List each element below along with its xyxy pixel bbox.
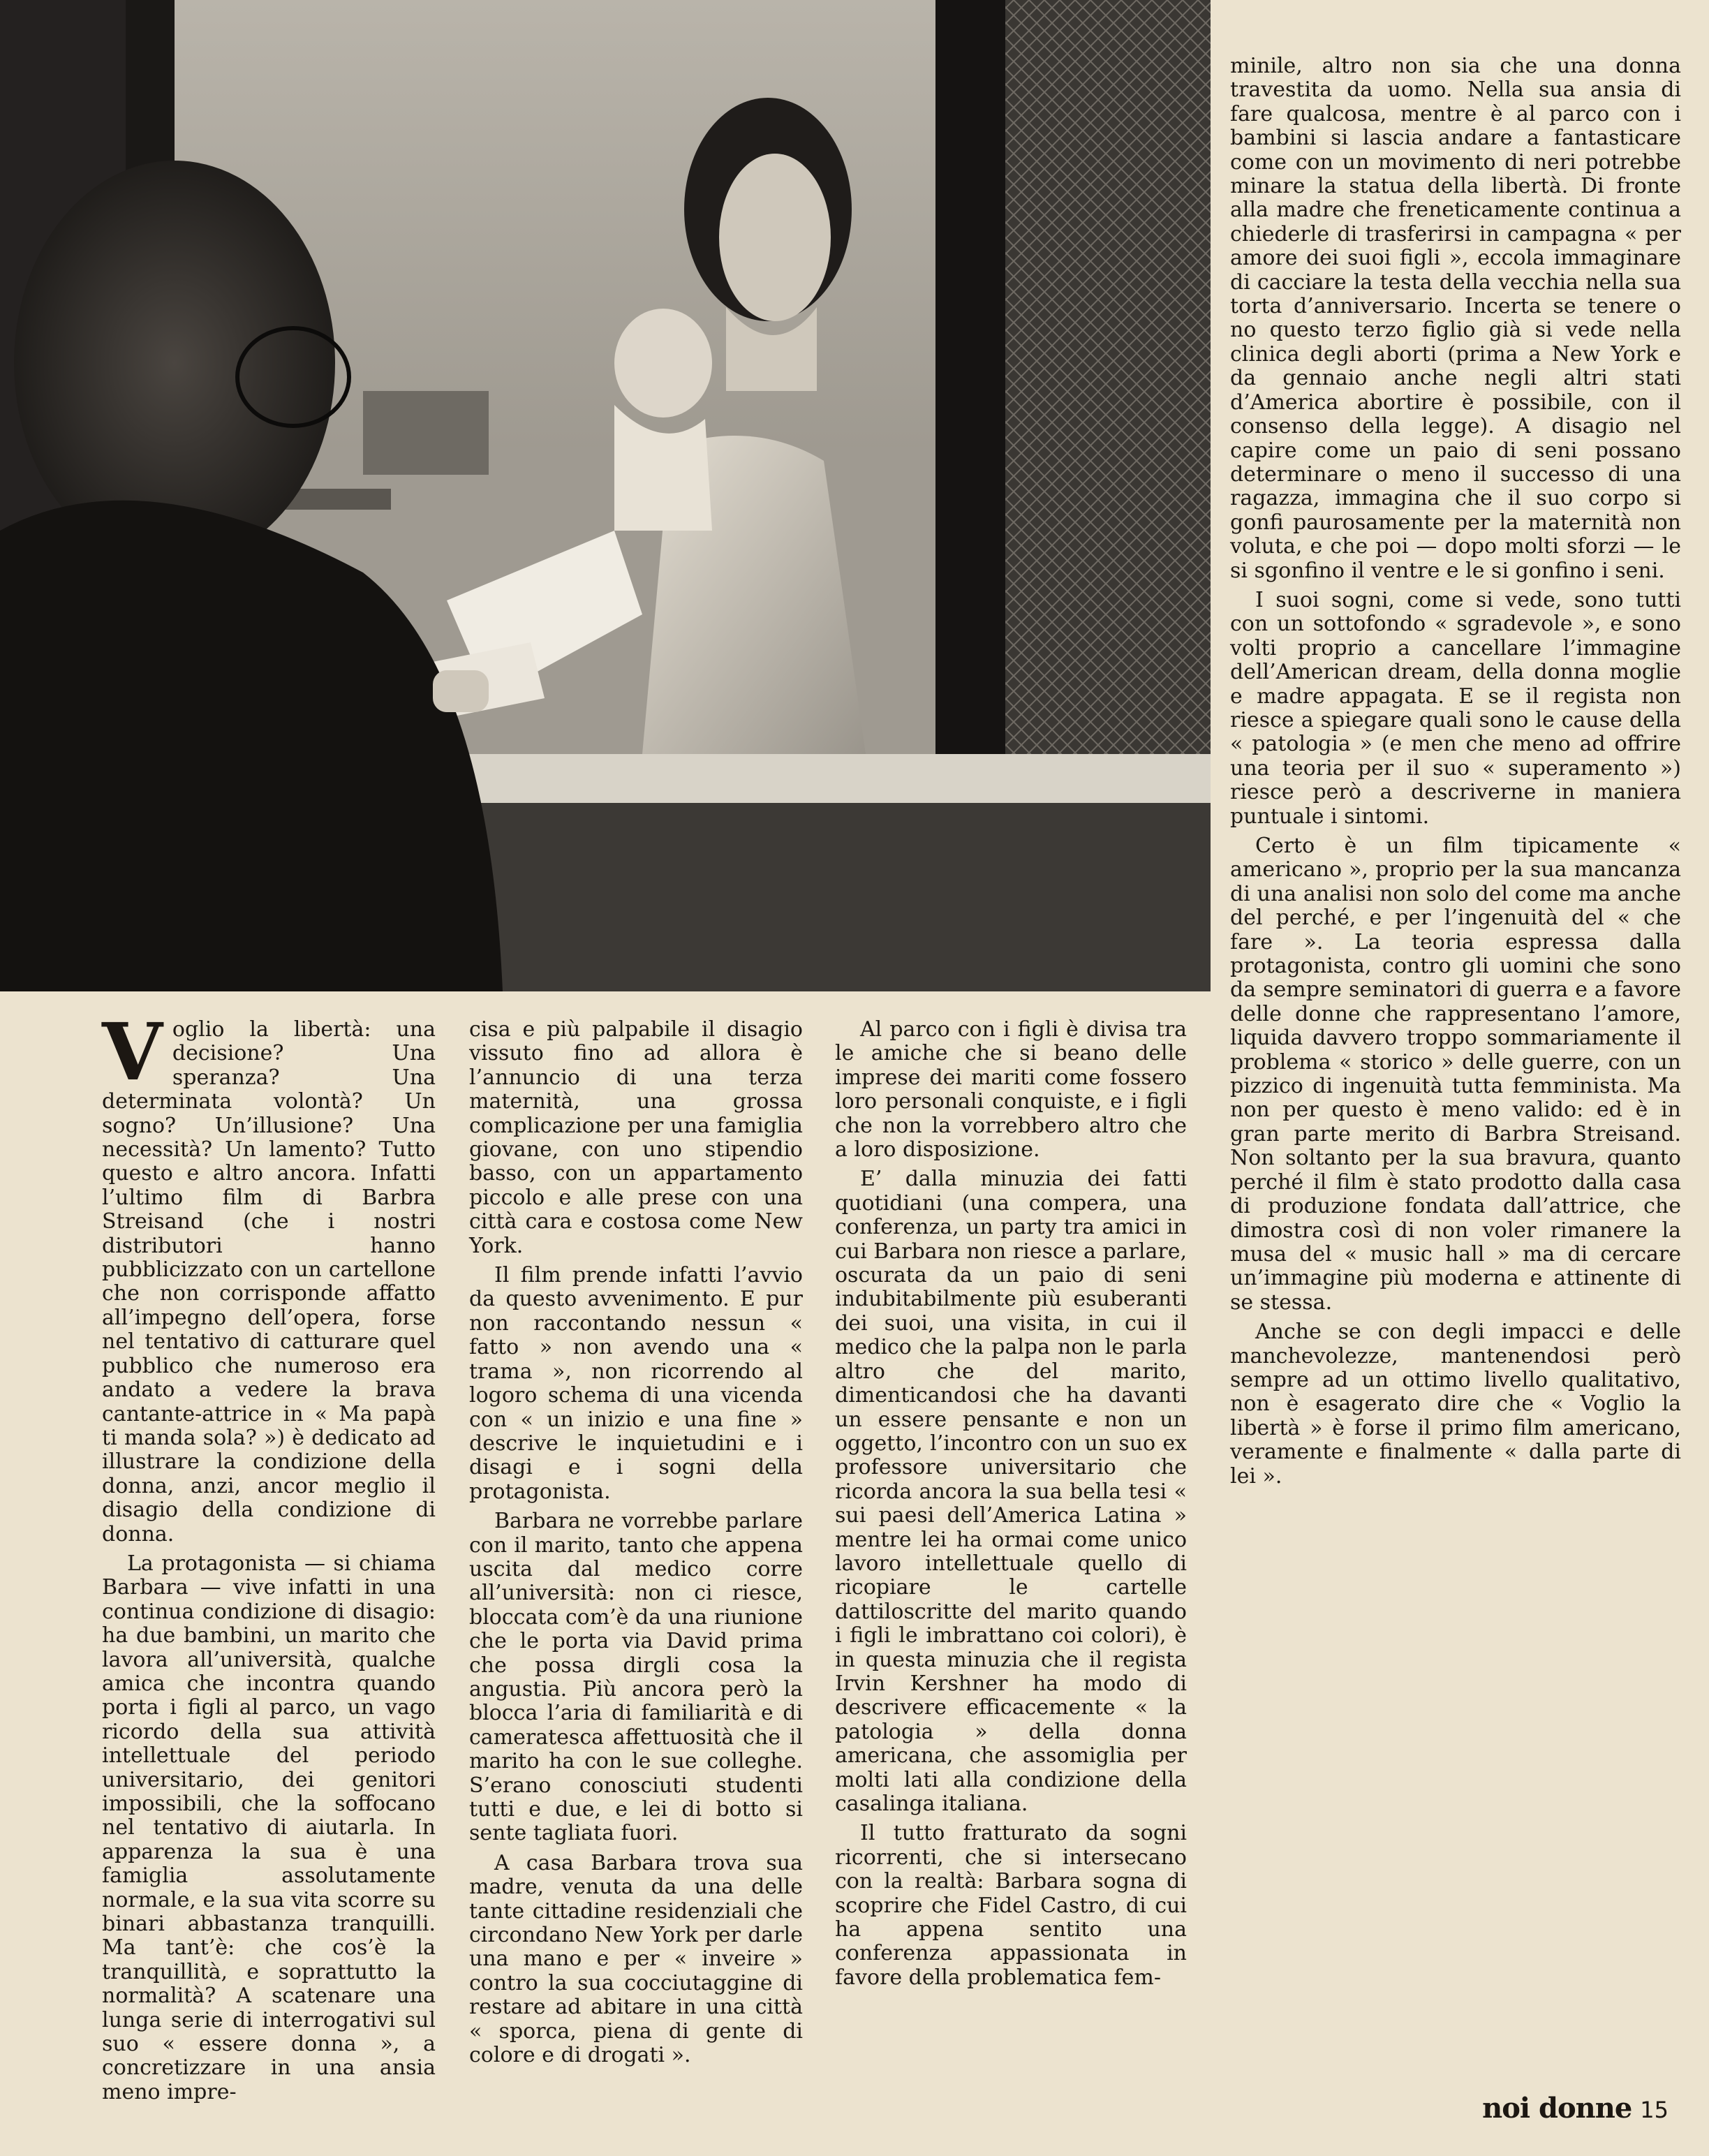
- magazine-brand: noi donne: [1482, 2092, 1632, 2125]
- paragraph: Anche se con degli impacci e delle manchevolezze, mantenendosi però sempre ad un ottimo livello qualitativo, non è esagerato dire che « Voglio la libertà » è forse il primo film americano, veramente e finalmente « dalla parte di lei ».: [1230, 1320, 1681, 1489]
- paragraph: E’ dalla minuzia dei fatti quotidiani (una compera, una conferenza, un party tra amici in cui Barbara non riesce a parlare, oscurata da un paio di seni indubitabilmente più esuberanti dei suoi, una visita, in cui il medico che la palpa non le parla altro che del marito, dimenticandosi che ha davanti un essere pensante e non un oggetto, l’incontro con un suo ex professore universitario che ricorda ancora la sua bella tesi « sui paesi dell’America Latina » mentre lei ha ormai come unico lavoro intellettuale quello di ricopiare le cartelle dattiloscritte del marito quando i figli le imbrattano coi colori), è in questa minuzia che il regista Irvin Kershner ha modo di descrivere efficacemente « la patologia » della donna americana, che assomiglia per molti lati alla condizione della casalinga italiana.: [835, 1167, 1187, 1816]
- paragraph-text: oglio la libertà: una decisione? Una speranza? Una determinata volontà? Un sogno? Un’illusione? Una necessità? Un lamento? Tutto questo e altro ancora. Infatti l’ultimo film di Barbra Streisand (che i nostri distributori hanno pubblicizzato con un cartellone che non corrisponde affatto all’impegno dell’opera, forse nel tentativo di catturare quel pubblico che numeroso era andato a vedere la brava cantante-attrice in « Ma papà ti manda sola? ») è dedicato ad illustrare la condizione della donna, anzi, ancor meglio il disagio della condizione di donna.: [102, 1017, 436, 1546]
- page-footer: [1482, 2092, 1669, 2125]
- paragraph: La protagonista — si chiama Barbara — vive infatti in una continua condizione di disagio: ha due bambini, un marito che lavora all’università, qualche amica che incontra quando porta i figli al parco, un vago ricordo della sua attività intellettuale del periodo universitario, dei genitori impossibili, che la soffocano nel tentativo di aiutarla. In apparenza la sua è una famiglia assolutamente normale, e la sua vita scorre su binari abbastanza tranquilli. Ma tant’è: che cos’è la tranquillità, e soprattutto la normalità? A scatenare una lunga serie di interrogativi sul suo « essere donna », a concretizzare in una ansia meno impre-: [102, 1551, 436, 2104]
- paragraph: cisa e più palpabile il disagio vissuto fino ad allora è l’annuncio di una terza maternità, una grossa complicazione per una famiglia giovane, con uno stipendio basso, con un appartamento piccolo e alle prese con una città cara e costosa come New York.: [469, 1017, 803, 1258]
- article-column-3: [835, 1018, 1187, 1990]
- paragraph: A casa Barbara trova sua madre, venuta da una delle tante cittadine residenziali che circondano New York per darle una mano e per « inveire » contro la sua cocciutaggine di restare ad abitare in una città « sporca, piena di gente di colore e di drogati ».: [469, 1850, 803, 2068]
- photo-illustration: [0, 0, 1211, 991]
- article-column-1: [102, 1007, 436, 2104]
- article-photo: [0, 0, 1211, 991]
- article-column-right: [1230, 54, 1681, 1489]
- paragraph: Al parco con i figli è divisa tra le amiche che si beano delle imprese dei mariti come fossero loro personali conquiste, e i figli che non la vorrebbero altro che a loro disposizione.: [835, 1017, 1187, 1162]
- paragraph: minile, altro non sia che una donna travestita da uomo. Nella sua ansia di fare qualcosa, mentre è al parco con i bambini si lascia andare a fantasticare come con un movimento di neri potrebbe minare la statua della libertà. Di fronte alla madre che freneticamente continua a chiederle di trasferirsi in campagna « per amore dei suoi figli », eccola immaginare di cacciare la testa della vecchia nella sua torta d’anniversario. Incerta se tenere o no questo terzo figlio già si vede nella clinica degli aborti (prima a New York e da gennaio anche negli altri stati d’America abortire è possibile, con il consenso della legge). A disagio nel capire come un paio di seni possano determinare o meno il successo di una ragazza, immagina che il suo corpo si gonfi paurosamente per la maternità non voluta, e che poi — dopo molti sforzi — le si sgonfino il ventre e le si gonfino i seni.: [1230, 54, 1681, 583]
- paragraph: Certo è un film tipicamente « americano », proprio per la sua mancanza di una analisi non solo del come ma anche del perché, e per l’ingenuità del « che fare ». La teoria espressa dalla protagonista, contro gli uomini che sono da sempre seminatori di guerra e a favore delle donne che rappresentano l’amore, liquida davvero troppo sommariamente il problema « storico » delle guerre, con un pizzico di ingenuità tutta femminista. Ma non per questo è meno valido: ed è in gran parte merito di Barbra Streisand. Non soltanto per la sua bravura, quanto perché il film è stato prodotto dalla casa di produzione fondata dall’attrice, che dimostra così di non voler rimanere la musa del « music hall » ma di cercare un’immagine più moderna e attinente di se stessa.: [1230, 834, 1681, 1315]
- paragraph: Barbara ne vorrebbe parlare con il marito, tanto che appena uscita dal medico corre all’università: non ci riesce, bloccata com’è da una riunione che le porta via David prima che possa dirgli cosa la angustia. Più ancora però la blocca l’aria di familiarità e di cameratesca affettuosità che il marito ha con le sue colleghe. S’erano conosciuti studenti tutti e due, e lei di botto si sente tagliata fuori.: [469, 1509, 803, 1846]
- article-column-2: [469, 1018, 803, 2067]
- paragraph: Il tutto fratturato da sogni ricorrenti, che si intersecano con la realtà: Barbara sogna di scoprire che Fidel Castro, di cui ha appena sentito una conferenza appassionata in favore della problematica fem-: [835, 1821, 1187, 1990]
- paragraph: Il film prende infatti l’avvio da questo avvenimento. E pur non raccontando nessun « fatto » non avendo una « trama », non ricorrendo al logoro schema di una vicenda con « un inizio e una fine » descrive le inquietudini e i disagi e i sogni della protagonista.: [469, 1263, 803, 1504]
- drop-cap: V: [102, 1007, 163, 1098]
- paragraph: I suoi sogni, come si vede, sono tutti con un sottofondo « sgradevole », e sono volti proprio a cancellare l’immagine dell’American dream, della donna moglie e madre appagata. E se il regista non riesce a spiegare quali sono le cause della « patologia » (e men che meno ad offrire una teoria per il suo « superamento ») riesce però a descriverne in maniera puntuale i sintomi.: [1230, 587, 1681, 829]
- page-number: 15: [1640, 2097, 1669, 2123]
- paragraph-intro: [102, 1007, 436, 1546]
